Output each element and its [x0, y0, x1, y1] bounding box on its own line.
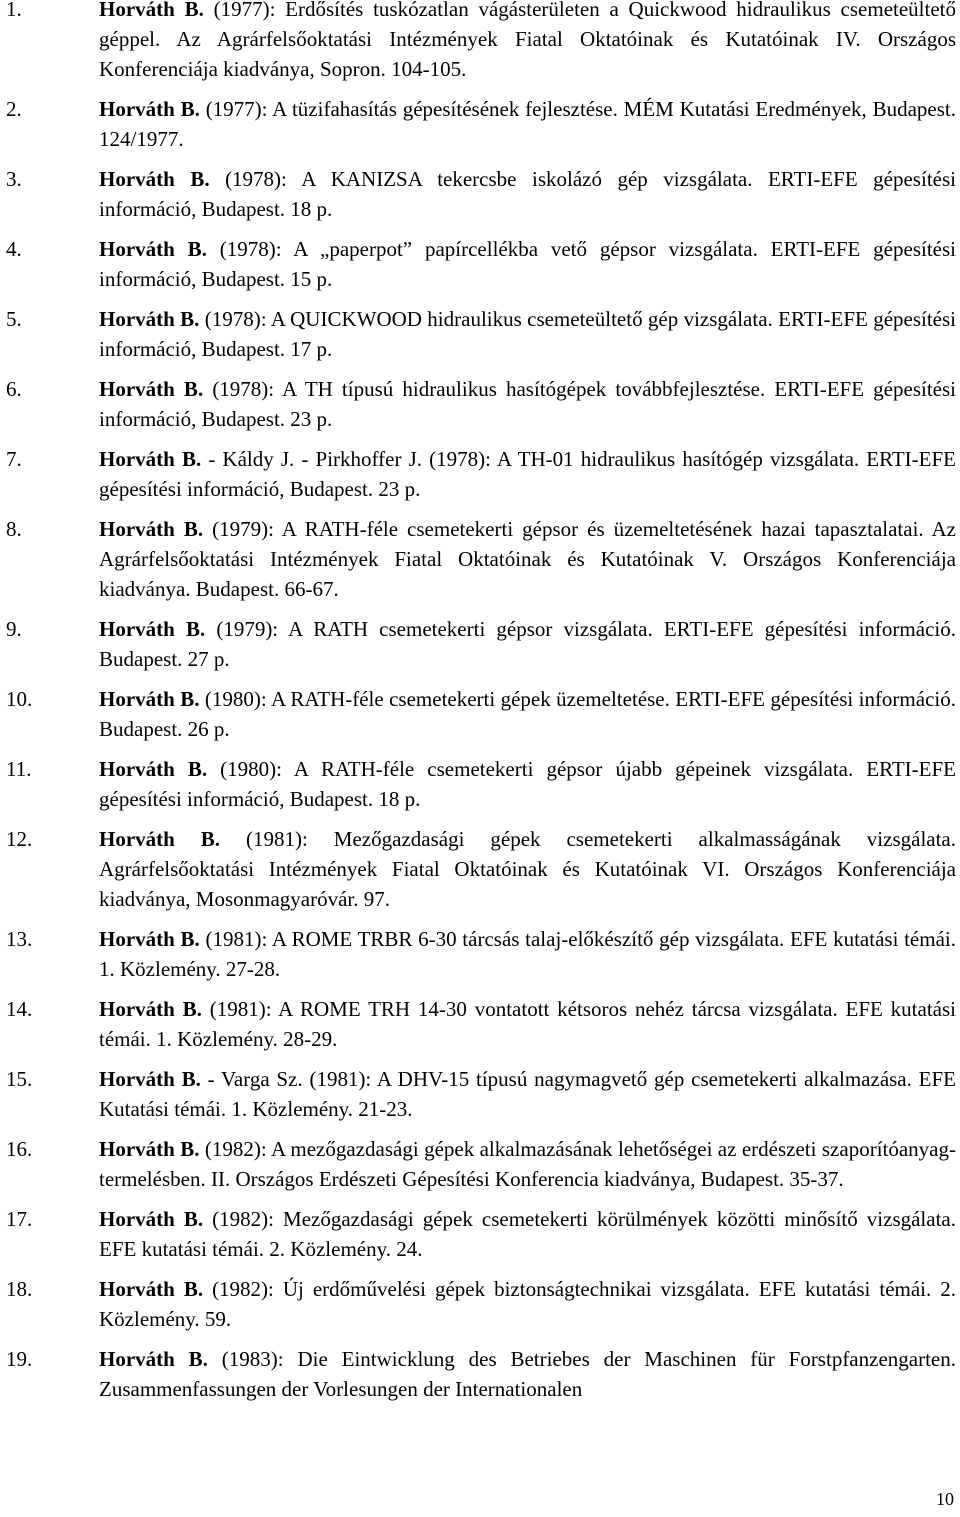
reference-number: 13. — [6, 927, 33, 951]
reference-author: Horváth B. — [99, 1067, 201, 1091]
reference-item — [6, 1274, 956, 1334]
reference-item — [6, 824, 956, 914]
reference-author: Horváth B. — [99, 927, 200, 951]
page-number: 10 — [936, 1489, 954, 1509]
reference-item — [6, 754, 956, 814]
reference-author: Horváth B. — [99, 167, 210, 191]
reference-author: Horváth B. — [99, 617, 206, 641]
reference-item — [6, 514, 956, 604]
reference-author: Horváth B. — [99, 757, 208, 781]
reference-item — [6, 1134, 956, 1194]
reference-author: Horváth B. — [99, 1347, 208, 1371]
reference-text: (1978): A „paperpot” papírcellékba vető gépsor vizsgálata. ERTI-EFE gépesítési információ, Budapest. 15 p. — [99, 237, 956, 291]
reference-text: (1980): A RATH-féle csemetekerti gépek üzemeltetése. ERTI-EFE gépesítési információ. Budapest. 26 p. — [99, 687, 956, 741]
reference-number: 3. — [6, 167, 22, 191]
reference-text: (1979): A RATH-féle csemetekerti gépsor és üzemeltetésének hazai tapasztalatai. Az Agrárfelsőoktatási Intézmények Fiatal Oktatóinak és Kutatóinak V. Országos Konferenciája kiadványa. Budapest. 66-67. — [99, 517, 956, 601]
reference-item — [6, 1344, 956, 1404]
reference-author: Horváth B. — [99, 1137, 200, 1161]
reference-item — [6, 684, 956, 744]
reference-number: 6. — [6, 377, 22, 401]
reference-number: 1. — [6, 0, 22, 21]
reference-author: Horváth B. — [99, 517, 204, 541]
reference-number: 15. — [6, 1067, 33, 1091]
reference-number: 17. — [6, 1207, 33, 1231]
reference-item — [6, 994, 956, 1054]
reference-text: (1982): Mezőgazdasági gépek csemetekerti körülmények közötti minősítő vizsgálata. EFE kutatási témái. 2. Közlemény. 24. — [99, 1207, 956, 1261]
reference-author: Horváth B. — [99, 97, 200, 121]
reference-list — [6, 0, 956, 1414]
reference-number: 14. — [6, 997, 33, 1021]
reference-text: (1978): A KANIZSA tekercsbe iskolázó gép vizsgálata. ERTI-EFE gépesítési információ, Budapest. 18 p. — [99, 167, 956, 221]
reference-number: 9. — [6, 617, 22, 641]
reference-text: (1982): A mezőgazdasági gépek alkalmazásának lehetőségei az erdészeti szaporítóanyag-termelésben. II. Országos Erdészeti Gépesítési Konferencia kiadványa, Budapest. 35-37. — [99, 1137, 956, 1191]
reference-author: Horváth B. — [99, 0, 204, 21]
reference-text: (1981): A ROME TRH 14-30 vontatott kétsoros nehéz tárcsa vizsgálata. EFE kutatási témái. 1. Közlemény. 28-29. — [99, 997, 956, 1051]
reference-author: Horváth B. — [99, 827, 221, 851]
reference-item — [6, 164, 956, 224]
reference-item — [6, 374, 956, 434]
reference-text: (1978): A QUICKWOOD hidraulikus csemeteültető gép vizsgálata. ERTI-EFE gépesítési információ, Budapest. 17 p. — [99, 307, 957, 361]
reference-text: (1980): A RATH-féle csemetekerti gépsor újabb gépeinek vizsgálata. ERTI-EFE gépesítési információ, Budapest. 18 p. — [99, 757, 956, 811]
reference-text: (1978): A TH típusú hidraulikus hasítógépek továbbfejlesztése. ERTI-EFE gépesítési információ, Budapest. 23 p. — [99, 377, 956, 431]
reference-author: Horváth B. — [99, 687, 200, 711]
reference-number: 2. — [6, 97, 22, 121]
reference-item — [6, 614, 956, 674]
reference-author: Horváth B. — [99, 1277, 204, 1301]
reference-item — [6, 0, 956, 84]
reference-number: 16. — [6, 1137, 33, 1161]
reference-text: - Varga Sz. (1981): A DHV-15 típusú nagymagvető gép csemetekerti alkalmazása. EFE Kutatási témái. 1. Közlemény. 21-23. — [99, 1067, 956, 1121]
reference-item — [6, 304, 956, 364]
reference-number: 7. — [6, 447, 22, 471]
reference-text: - Káldy J. - Pirkhoffer J. (1978): A TH-01 hidraulikus hasítógép vizsgálata. ERTI-EFE gépesítési információ, Budapest. 23 p. — [99, 447, 956, 501]
reference-number: 18. — [6, 1277, 33, 1301]
reference-item — [6, 1204, 956, 1264]
reference-author: Horváth B. — [99, 237, 207, 261]
reference-number: 11. — [6, 757, 32, 781]
reference-author: Horváth B. — [99, 997, 202, 1021]
reference-item — [6, 924, 956, 984]
reference-number: 4. — [6, 237, 22, 261]
reference-number: 19. — [6, 1347, 33, 1371]
reference-text: (1982): Új erdőművelési gépek biztonságtechnikai vizsgálata. EFE kutatási témái. 2. Közlemény. 59. — [99, 1277, 956, 1331]
reference-author: Horváth B. — [99, 377, 204, 401]
reference-text: (1977): Erdősítés tuskózatlan vágásterületen a Quickwood hidraulikus csemeteültető géppel. Az Agrárfelsőoktatási Intézmények Fiatal Oktatóinak és Kutatóinak IV. Országos Konferenciája kiadványa, Sopron. 104-105. — [99, 0, 956, 81]
reference-number: 8. — [6, 517, 22, 541]
reference-item — [6, 94, 956, 154]
reference-item — [6, 1064, 956, 1124]
reference-text: (1979): A RATH csemetekerti gépsor vizsgálata. ERTI-EFE gépesítési információ. Budapest. 27 p. — [99, 617, 956, 671]
reference-author: Horváth B. — [99, 1207, 204, 1231]
reference-text: (1981): Mezőgazdasági gépek csemetekerti alkalmasságának vizsgálata. Agrárfelsőoktatási Intézmények Fiatal Oktatóinak és Kutatóinak VI. Országos Konferenciája kiadványa, Mosonmagyaróvár. 97. — [99, 827, 957, 911]
reference-author: Horváth B. — [99, 307, 200, 331]
reference-author: Horváth B. — [99, 447, 202, 471]
reference-number: 10. — [6, 687, 33, 711]
reference-text: (1977): A tüzifahasítás gépesítésének fejlesztése. MÉM Kutatási Eredmények, Budapest. 124/1977. — [99, 97, 956, 151]
reference-text: (1983): Die Eintwicklung des Betriebes der Maschinen für Forstpfanzengarten. Zusammenfassungen der Vorlesungen der Internationalen — [99, 1347, 956, 1401]
reference-item — [6, 444, 956, 504]
reference-number: 12. — [6, 827, 33, 851]
reference-text: (1981): A ROME TRBR 6-30 tárcsás talaj-előkészítő gép vizsgálata. EFE kutatási témái. 1. Közlemény. 27-28. — [99, 927, 956, 981]
reference-number: 5. — [6, 307, 22, 331]
reference-item — [6, 234, 956, 294]
